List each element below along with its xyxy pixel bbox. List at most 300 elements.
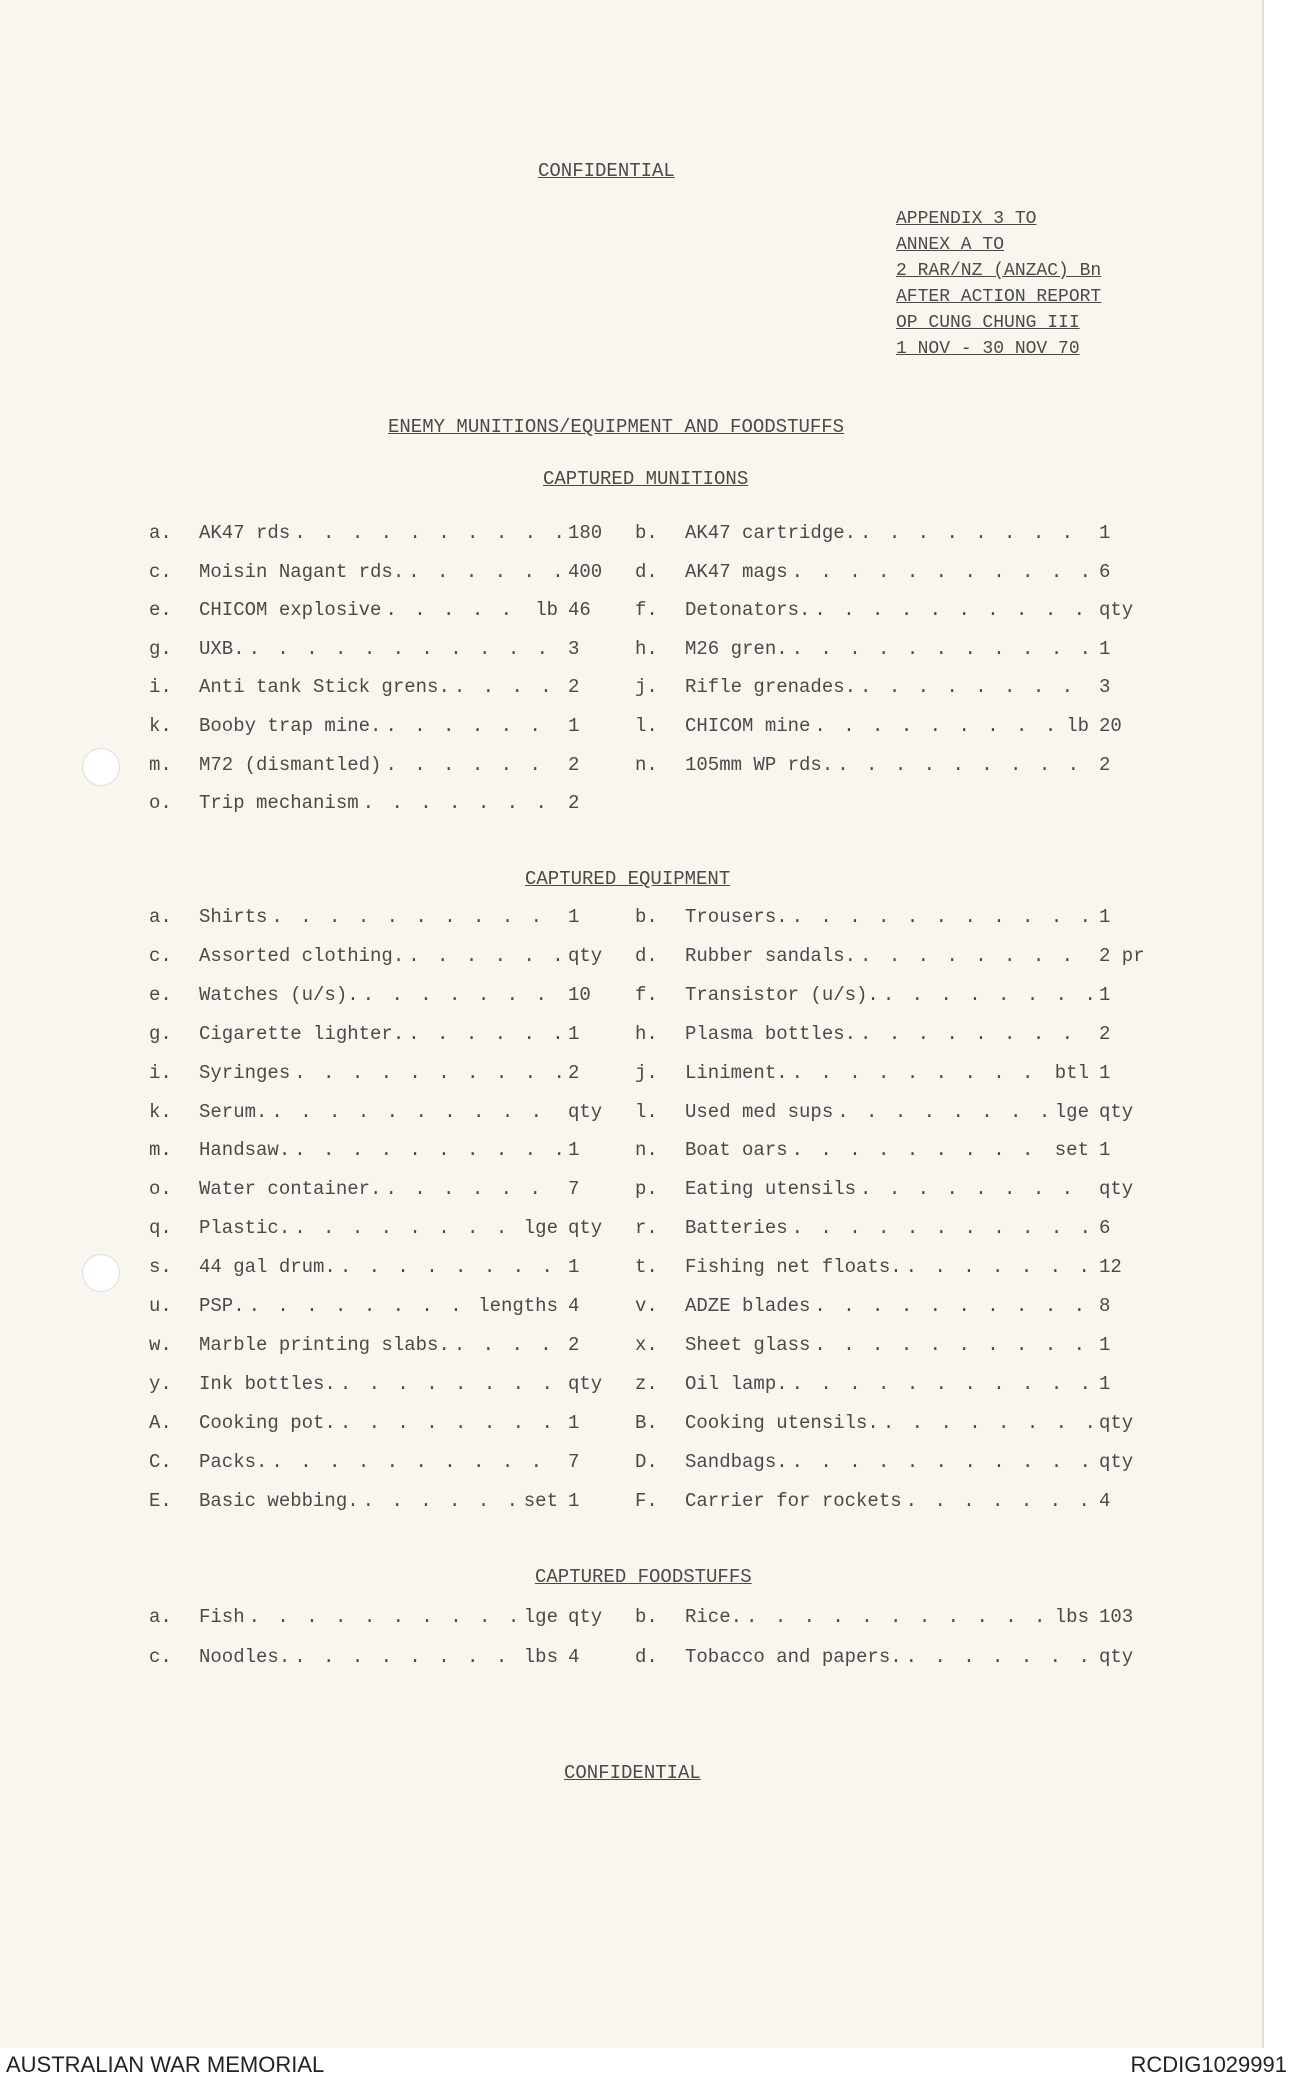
dot-leader <box>408 945 562 967</box>
list-item <box>635 1373 1189 1403</box>
item-entry <box>199 715 566 737</box>
item-name: Noodles. <box>199 1646 291 1668</box>
item-entry <box>199 1490 566 1512</box>
item-name: Liniment. <box>685 1061 788 1084</box>
item-quantity: qty <box>1099 1450 1134 1473</box>
item-name: Batteries <box>685 1217 788 1240</box>
item-name: CHICOM mine <box>685 715 811 737</box>
item-name: Trousers. <box>685 906 788 928</box>
dot-leader <box>883 984 1093 1006</box>
item-unit: btl <box>1054 1061 1089 1084</box>
item-letter: z. <box>635 1372 658 1395</box>
item-entry <box>685 599 1097 621</box>
item-entry <box>685 906 1097 928</box>
item-quantity: qty <box>1099 1411 1134 1434</box>
item-quantity: 103 <box>1099 1606 1134 1628</box>
item-letter: j. <box>635 1061 658 1084</box>
item-entry <box>685 1023 1097 1045</box>
list-item <box>149 638 658 668</box>
item-letter: g. <box>149 637 172 660</box>
list-item <box>149 984 658 1014</box>
list-item <box>149 1217 658 1247</box>
appendix-reference <box>896 206 1101 362</box>
item-letter: j. <box>635 676 658 699</box>
item-quantity: 6 <box>1099 560 1111 583</box>
item-name: Tobacco and papers. <box>685 1646 902 1668</box>
dot-leader <box>814 1295 1093 1317</box>
item-unit: lengths <box>478 1295 558 1317</box>
section-heading: CAPTURED FOODSTUFFS <box>535 1566 752 1588</box>
section-heading: CAPTURED EQUIPMENT <box>525 868 731 890</box>
item-quantity: 2 <box>1099 1022 1111 1045</box>
item-quantity: 1 <box>568 1022 580 1045</box>
item-letter: E. <box>149 1489 172 1512</box>
item-letter: h. <box>635 1022 658 1045</box>
item-name: Eating utensils <box>685 1178 857 1201</box>
list-item <box>149 754 658 784</box>
appendix-line: 2 RAR/NZ (ANZAC) Bn <box>896 261 1102 281</box>
item-name: Booby trap mine. <box>199 715 382 737</box>
item-quantity: qty <box>1099 1646 1134 1668</box>
item-quantity: qty <box>1099 1100 1134 1123</box>
list-item <box>149 522 658 552</box>
dot-leader <box>363 984 562 1006</box>
list-item <box>635 1451 1189 1481</box>
list-item <box>635 1139 1189 1169</box>
item-letter: r. <box>635 1217 658 1240</box>
list-item <box>149 1606 658 1636</box>
item-name: Rifle grenades. <box>685 676 857 699</box>
item-entry <box>199 1334 566 1356</box>
item-quantity: 2 <box>568 753 580 776</box>
dot-leader <box>294 1062 562 1084</box>
item-letter: g. <box>149 1022 172 1045</box>
item-quantity: qty <box>1099 1178 1134 1201</box>
item-quantity: 2 <box>1099 753 1111 776</box>
dot-leader <box>860 1023 1093 1045</box>
dot-leader <box>294 1217 520 1239</box>
list-item <box>635 676 1189 706</box>
item-letter: y. <box>149 1372 172 1395</box>
item-letter: t. <box>635 1256 658 1279</box>
dot-leader <box>454 676 562 698</box>
item-entry <box>199 638 566 660</box>
item-letter: F. <box>635 1489 658 1512</box>
item-quantity: qty <box>568 1372 603 1395</box>
list-item <box>635 1606 1189 1636</box>
dot-leader <box>792 638 1093 660</box>
dot-leader <box>906 1256 1093 1278</box>
dot-leader <box>814 599 1093 621</box>
item-entry <box>199 1256 566 1278</box>
item-name: Marble printing slabs. <box>199 1333 450 1356</box>
item-letter: o. <box>149 792 172 815</box>
list-item <box>149 1178 658 1208</box>
item-entry <box>685 638 1097 660</box>
item-entry <box>199 1062 566 1084</box>
item-name: AK47 rds <box>199 522 291 544</box>
item-letter: p. <box>635 1178 658 1201</box>
item-entry <box>199 1606 566 1628</box>
dot-leader <box>340 1373 562 1395</box>
dot-leader <box>906 1490 1093 1512</box>
item-name: Detonators. <box>685 599 811 622</box>
list-item <box>149 1451 658 1481</box>
item-entry <box>199 792 566 814</box>
list-item <box>149 1023 658 1053</box>
item-quantity: 3 <box>1099 676 1111 699</box>
dot-leader <box>860 1178 1093 1200</box>
item-entry <box>199 522 566 544</box>
dot-leader <box>860 676 1093 698</box>
item-name: Watches (u/s). <box>199 983 359 1006</box>
item-quantity: qty <box>568 1606 603 1628</box>
dot-leader <box>792 1373 1093 1395</box>
dot-leader <box>249 638 562 660</box>
item-quantity: 180 <box>568 522 603 544</box>
list-item <box>149 1490 658 1520</box>
document-title: ENEMY MUNITIONS/EQUIPMENT AND FOODSTUFFS <box>388 416 845 438</box>
dot-leader <box>792 1139 1051 1161</box>
item-entry <box>685 1606 1097 1628</box>
item-name: PSP. <box>199 1295 245 1317</box>
dot-leader <box>294 1139 562 1161</box>
item-quantity: 1 <box>568 1411 580 1434</box>
item-entry <box>685 1256 1097 1278</box>
item-quantity: 46 <box>568 599 591 622</box>
item-name: Serum. <box>199 1100 268 1123</box>
list-item <box>149 945 658 975</box>
item-letter: l. <box>635 715 658 737</box>
item-name: Cigarette lighter. <box>199 1022 405 1045</box>
item-quantity: 1 <box>1099 906 1111 928</box>
item-unit: lb <box>535 599 558 622</box>
item-letter: e. <box>149 983 172 1006</box>
item-quantity: qty <box>1099 599 1134 622</box>
appendix-line: APPENDIX 3 TO <box>896 209 1037 229</box>
list-item <box>635 599 1189 629</box>
list-item <box>635 1412 1189 1442</box>
item-entry <box>199 1412 566 1434</box>
item-name: Basic webbing. <box>199 1489 359 1512</box>
dot-leader <box>385 715 562 737</box>
list-item <box>635 561 1189 591</box>
dot-leader <box>385 754 562 776</box>
dot-leader <box>249 1606 520 1628</box>
list-item <box>635 906 1189 936</box>
list-item <box>149 715 658 745</box>
item-quantity: 2 <box>568 792 580 815</box>
item-letter: q. <box>149 1217 172 1240</box>
dot-leader <box>385 599 531 621</box>
item-entry <box>685 522 1097 544</box>
list-item <box>635 1101 1189 1131</box>
item-name: CHICOM explosive <box>199 599 382 622</box>
item-entry <box>685 1373 1097 1395</box>
item-name: Rubber sandals. <box>685 944 857 967</box>
item-letter: a. <box>149 1606 172 1628</box>
item-entry <box>685 1139 1097 1161</box>
dot-leader <box>883 1412 1093 1434</box>
item-entry <box>685 1178 1097 1200</box>
item-letter: c. <box>149 560 172 583</box>
item-quantity: 2 pr <box>1099 944 1145 967</box>
item-letter: m. <box>149 753 172 776</box>
item-unit: lge <box>523 1217 558 1240</box>
item-entry <box>685 1101 1097 1123</box>
item-unit: lbs <box>523 1646 558 1668</box>
item-letter: i. <box>149 1061 172 1084</box>
item-letter: b. <box>635 522 658 544</box>
item-name: Ink bottles. <box>199 1372 336 1395</box>
item-letter: s. <box>149 1256 172 1279</box>
item-unit: lbs <box>1054 1606 1089 1628</box>
item-quantity: 7 <box>568 1178 580 1201</box>
list-item <box>149 1646 658 1676</box>
item-name: Rice. <box>685 1606 743 1628</box>
dot-leader <box>363 1490 520 1512</box>
footer-source: AUSTRALIAN WAR MEMORIAL <box>6 2052 325 2077</box>
item-quantity: 12 <box>1099 1256 1122 1279</box>
item-name: M72 (dismantled) <box>199 753 382 776</box>
item-unit: lge <box>1054 1100 1089 1123</box>
list-item <box>635 1217 1189 1247</box>
item-entry <box>199 1373 566 1395</box>
dot-leader <box>271 906 562 928</box>
list-item <box>635 1490 1189 1520</box>
item-name: Fishing net floats. <box>685 1256 902 1279</box>
list-item <box>149 1334 658 1364</box>
item-entry <box>199 1295 566 1317</box>
item-letter: o. <box>149 1178 172 1201</box>
item-name: ADZE blades <box>685 1295 811 1317</box>
item-quantity: qty <box>568 1217 603 1240</box>
list-item <box>149 1373 658 1403</box>
dot-leader <box>385 1178 562 1200</box>
list-item <box>635 945 1189 975</box>
item-letter: h. <box>635 637 658 660</box>
item-name: Plastic. <box>199 1217 291 1240</box>
dot-leader <box>814 1334 1093 1356</box>
item-entry <box>199 561 566 583</box>
item-letter: f. <box>635 599 658 622</box>
item-quantity: 1 <box>568 1256 580 1279</box>
item-letter: C. <box>149 1450 172 1473</box>
dot-leader <box>792 561 1093 583</box>
item-letter: d. <box>635 1646 658 1668</box>
list-item <box>149 1101 658 1131</box>
footer-id: RCDIG1029991 <box>1130 2052 1287 2077</box>
item-entry <box>199 1646 566 1668</box>
dot-leader <box>294 1646 520 1668</box>
item-entry <box>685 676 1097 698</box>
item-quantity: 1 <box>568 1489 580 1512</box>
dot-leader <box>363 792 562 814</box>
item-name: Packs. <box>199 1450 268 1473</box>
item-unit: set <box>523 1489 558 1512</box>
item-entry <box>685 984 1097 1006</box>
item-quantity: qty <box>568 1100 603 1123</box>
item-entry <box>685 1412 1097 1434</box>
item-name: Carrier for rockets <box>685 1489 902 1512</box>
item-letter: u. <box>149 1295 172 1317</box>
item-letter: D. <box>635 1450 658 1473</box>
list-item <box>635 1295 1189 1325</box>
item-letter: x. <box>635 1333 658 1356</box>
item-name: 105mm WP rds. <box>685 753 834 776</box>
dot-leader <box>746 1606 1051 1628</box>
dot-leader <box>860 522 1093 544</box>
item-entry <box>199 676 566 698</box>
item-quantity: 1 <box>1099 1333 1111 1356</box>
list-item <box>635 522 1189 552</box>
item-quantity: 8 <box>1099 1295 1111 1317</box>
item-letter: B. <box>635 1411 658 1434</box>
item-quantity: 1 <box>1099 522 1111 544</box>
item-name: Sheet glass <box>685 1333 811 1356</box>
item-name: Assorted clothing. <box>199 944 405 967</box>
item-quantity: 10 <box>568 983 591 1006</box>
item-letter: m. <box>149 1139 172 1162</box>
item-quantity: 6 <box>1099 1217 1111 1240</box>
item-quantity: qty <box>568 944 603 967</box>
item-letter: k. <box>149 1100 172 1123</box>
item-entry <box>199 1139 566 1161</box>
item-entry <box>685 1334 1097 1356</box>
item-entry <box>685 561 1097 583</box>
dot-leader <box>792 906 1093 928</box>
item-entry <box>685 1295 1097 1317</box>
list-item <box>149 561 658 591</box>
item-name: Water container. <box>199 1178 382 1201</box>
appendix-line: 1 NOV - 30 NOV 70 <box>896 339 1080 359</box>
appendix-line: ANNEX A TO <box>896 235 1005 255</box>
item-letter: A. <box>149 1411 172 1434</box>
item-quantity: 4 <box>1099 1489 1111 1512</box>
list-item <box>149 906 658 936</box>
dot-leader <box>837 1101 1051 1123</box>
item-quantity: 4 <box>568 1295 580 1317</box>
list-item <box>635 638 1189 668</box>
item-letter: d. <box>635 560 658 583</box>
item-letter: a. <box>149 522 172 544</box>
item-quantity: 1 <box>1099 983 1111 1006</box>
item-name: UXB. <box>199 637 245 660</box>
item-name: M26 gren. <box>685 637 788 660</box>
classification-top: CONFIDENTIAL <box>538 160 675 182</box>
item-quantity: 1 <box>1099 637 1111 660</box>
item-quantity: 400 <box>568 560 603 583</box>
item-unit: lge <box>523 1606 558 1628</box>
item-name: Shirts <box>199 906 268 928</box>
item-quantity: 1 <box>568 715 580 737</box>
classification-bottom: CONFIDENTIAL <box>564 1762 701 1784</box>
item-name: Syringes <box>199 1061 291 1084</box>
item-quantity: 2 <box>568 1061 580 1084</box>
dot-leader <box>814 715 1062 737</box>
item-entry <box>685 945 1097 967</box>
item-entry <box>199 906 566 928</box>
dot-leader <box>408 1023 562 1045</box>
item-entry <box>685 715 1097 737</box>
item-entry <box>199 599 566 621</box>
dot-leader <box>249 1295 475 1317</box>
list-item <box>149 1412 658 1442</box>
item-unit: set <box>1054 1139 1089 1162</box>
dot-leader <box>792 1062 1051 1084</box>
section-heading: CAPTURED MUNITIONS <box>543 468 749 490</box>
item-name: Moisin Nagant rds. <box>199 560 405 583</box>
dot-leader <box>408 561 562 583</box>
item-entry <box>199 984 566 1006</box>
item-name: Handsaw. <box>199 1139 291 1162</box>
item-entry <box>199 1451 566 1473</box>
list-item <box>635 1178 1189 1208</box>
item-quantity: 3 <box>568 637 580 660</box>
item-name: Anti tank Stick grens. <box>199 676 450 699</box>
list-item <box>149 1139 658 1169</box>
item-name: Cooking utensils. <box>685 1411 879 1434</box>
item-letter: b. <box>635 906 658 928</box>
item-letter: e. <box>149 599 172 622</box>
item-quantity: 2 <box>568 676 580 699</box>
item-entry <box>685 1451 1097 1473</box>
list-item <box>149 792 658 822</box>
dot-leader <box>860 945 1093 967</box>
item-quantity: 1 <box>1099 1061 1111 1084</box>
item-quantity: 1 <box>568 1139 580 1162</box>
list-item <box>635 1334 1189 1364</box>
item-name: Sandbags. <box>685 1450 788 1473</box>
item-entry <box>199 1101 566 1123</box>
item-letter: a. <box>149 906 172 928</box>
item-name: Boat oars <box>685 1139 788 1162</box>
item-quantity: 1 <box>568 906 580 928</box>
item-name: Transistor (u/s). <box>685 983 879 1006</box>
item-entry <box>685 754 1097 776</box>
item-entry <box>199 1178 566 1200</box>
item-quantity: 20 <box>1099 715 1122 737</box>
list-item <box>149 1295 658 1325</box>
dot-leader <box>792 1451 1093 1473</box>
item-quantity: 1 <box>1099 1372 1111 1395</box>
item-letter: b. <box>635 1606 658 1628</box>
dot-leader <box>792 1217 1093 1239</box>
item-name: Plasma bottles. <box>685 1022 857 1045</box>
list-item <box>635 1062 1189 1092</box>
dot-leader <box>454 1334 562 1356</box>
list-item <box>635 754 1189 784</box>
dot-leader <box>906 1646 1093 1668</box>
dot-leader <box>271 1451 562 1473</box>
item-quantity: 2 <box>568 1333 580 1356</box>
dot-leader <box>837 754 1093 776</box>
item-letter: i. <box>149 676 172 699</box>
punch-hole <box>82 748 120 786</box>
item-entry <box>199 1023 566 1045</box>
item-letter: n. <box>635 753 658 776</box>
item-letter: f. <box>635 983 658 1006</box>
item-name: Oil lamp. <box>685 1372 788 1395</box>
item-letter: l. <box>635 1100 658 1123</box>
list-item <box>149 1062 658 1092</box>
item-quantity: 1 <box>1099 1139 1111 1162</box>
item-name: Used med sups <box>685 1100 834 1123</box>
list-item <box>635 1023 1189 1053</box>
appendix-line: OP CUNG CHUNG III <box>896 313 1080 333</box>
item-letter: d. <box>635 944 658 967</box>
item-name: Cooking pot. <box>199 1411 336 1434</box>
